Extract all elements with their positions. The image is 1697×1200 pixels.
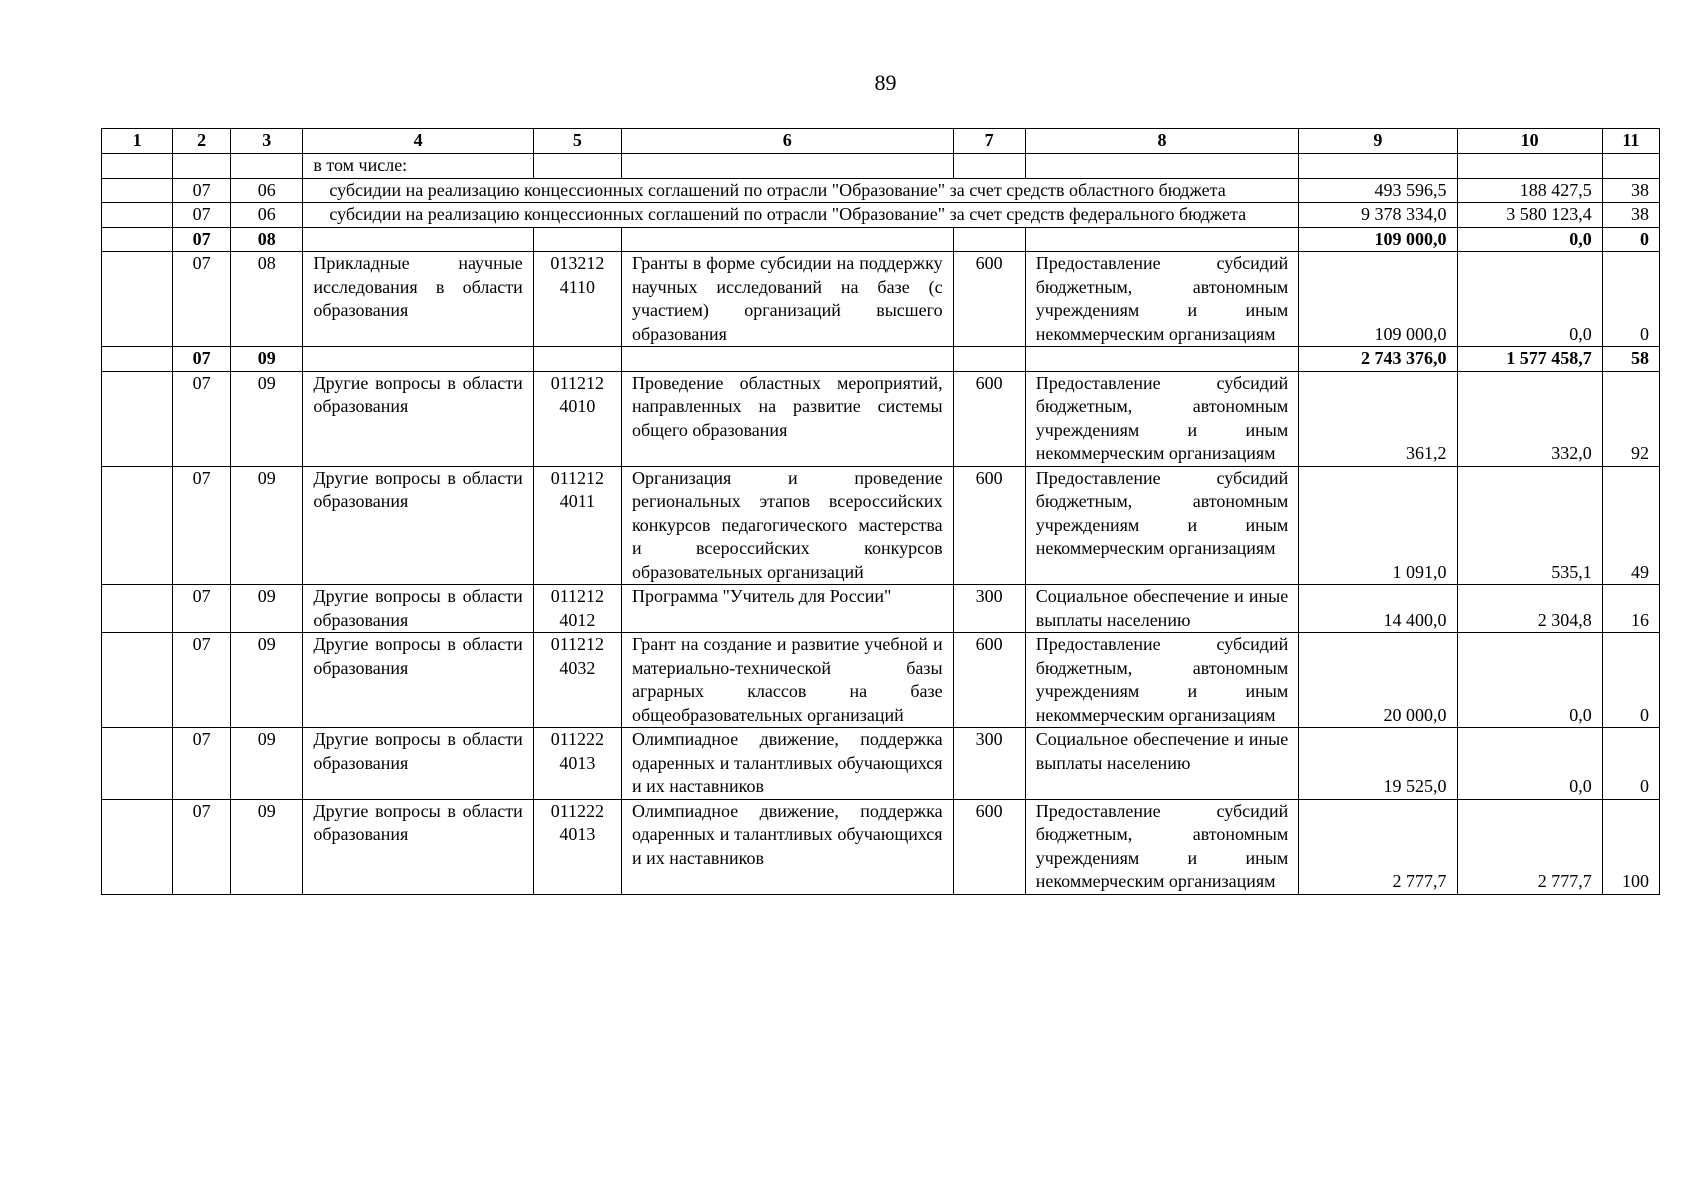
- execution-percent: 92: [1602, 371, 1659, 466]
- subsection-code: 09: [231, 633, 303, 728]
- expense-type-code: 600: [953, 799, 1025, 894]
- table-row: [102, 371, 1660, 466]
- expense-type-name: Предоставление субсидий бюджетным, автономным учреждениям и иным некоммерческим организациям: [1025, 633, 1299, 728]
- subsection-code: 06: [231, 178, 303, 203]
- amount-executed: 0,0: [1457, 728, 1602, 800]
- subsection-code: 09: [231, 347, 303, 372]
- expense-type-code: 600: [953, 466, 1025, 585]
- expense-type-code: 300: [953, 585, 1025, 633]
- subsidy-row: [102, 178, 1660, 203]
- target-article-name: Олимпиадное движение, поддержка одаренных и талантливых обучающихся и их наставников: [621, 728, 953, 800]
- target-article: 011212 4032: [533, 633, 621, 728]
- amount-planned: 9 378 334,0: [1299, 203, 1457, 228]
- target-article: 011212 4010: [533, 371, 621, 466]
- column-header: 10: [1457, 129, 1602, 154]
- includes-label: в том числе:: [303, 154, 533, 179]
- amount-executed: 1 577 458,7: [1457, 347, 1602, 372]
- amount-planned: 20 000,0: [1299, 633, 1457, 728]
- table-row: [102, 633, 1660, 728]
- column-header: 4: [303, 129, 533, 154]
- section-name: Другие вопросы в области образования: [303, 466, 533, 585]
- execution-percent: 58: [1602, 347, 1659, 372]
- amount-executed: 0,0: [1457, 633, 1602, 728]
- subsidy-description: субсидии на реализацию концессионных соглашений по отрасли "Образование" за счет средств федерального бюджета: [303, 203, 1299, 228]
- target-article-name: Проведение областных мероприятий, направленных на развитие системы общего образования: [621, 371, 953, 466]
- expense-type-name: Социальное обеспечение и иные выплаты населению: [1025, 585, 1299, 633]
- amount-executed: 3 580 123,4: [1457, 203, 1602, 228]
- section-code: 07: [173, 203, 231, 228]
- amount-executed: 2 304,8: [1457, 585, 1602, 633]
- table-row: [102, 728, 1660, 800]
- section-code: 07: [173, 728, 231, 800]
- column-header: 3: [231, 129, 303, 154]
- amount-executed: 535,1: [1457, 466, 1602, 585]
- amount-planned: 109 000,0: [1299, 252, 1457, 347]
- includes-row: [102, 154, 1660, 179]
- amount-planned: 19 525,0: [1299, 728, 1457, 800]
- subsection-code: 06: [231, 203, 303, 228]
- amount-executed: 0,0: [1457, 252, 1602, 347]
- target-article-name: Грант на создание и развитие учебной и материально-технической базы аграрных классов на базе общеобразовательных организаций: [621, 633, 953, 728]
- subsidy-description: субсидии на реализацию концессионных соглашений по отрасли "Образование" за счет средств областного бюджета: [303, 178, 1299, 203]
- target-article-name: Гранты в форме субсидии на поддержку научных исследований на базе (с участием) организаций высшего образования: [621, 252, 953, 347]
- amount-executed: 188 427,5: [1457, 178, 1602, 203]
- section-code: 07: [173, 227, 231, 252]
- section-code: 07: [173, 347, 231, 372]
- column-header: 5: [533, 129, 621, 154]
- execution-percent: 0: [1602, 728, 1659, 800]
- subtotal-row: [102, 227, 1660, 252]
- subsection-code: 09: [231, 466, 303, 585]
- section-code: 07: [173, 371, 231, 466]
- amount-planned: 109 000,0: [1299, 227, 1457, 252]
- execution-percent: 38: [1602, 203, 1659, 228]
- column-header: 1: [102, 129, 173, 154]
- section-code: 07: [173, 252, 231, 347]
- column-header: 11: [1602, 129, 1659, 154]
- expense-type-name: Предоставление субсидий бюджетным, автономным учреждениям и иным некоммерческим организациям: [1025, 466, 1299, 585]
- subsection-code: 09: [231, 371, 303, 466]
- page-number: 89: [874, 70, 897, 95]
- subsection-code: 08: [231, 252, 303, 347]
- expense-type-code: 300: [953, 728, 1025, 800]
- budget-table: [101, 128, 1660, 895]
- expense-type-name: Предоставление субсидий бюджетным, автономным учреждениям и иным некоммерческим организациям: [1025, 799, 1299, 894]
- subsection-code: 08: [231, 227, 303, 252]
- amount-planned: 361,2: [1299, 371, 1457, 466]
- target-article: 011212 4012: [533, 585, 621, 633]
- target-article: 013212 4110: [533, 252, 621, 347]
- amount-planned: 1 091,0: [1299, 466, 1457, 585]
- amount-executed: 2 777,7: [1457, 799, 1602, 894]
- section-code: 07: [173, 585, 231, 633]
- execution-percent: 16: [1602, 585, 1659, 633]
- table-row: [102, 585, 1660, 633]
- execution-percent: 0: [1602, 227, 1659, 252]
- section-code: 07: [173, 178, 231, 203]
- expense-type-code: 600: [953, 252, 1025, 347]
- section-code: 07: [173, 633, 231, 728]
- target-article-name: Олимпиадное движение, поддержка одаренных и талантливых обучающихся и их наставников: [621, 799, 953, 894]
- amount-executed: 332,0: [1457, 371, 1602, 466]
- column-header: 2: [173, 129, 231, 154]
- expense-type-code: 600: [953, 371, 1025, 466]
- expense-type-name: Социальное обеспечение и иные выплаты населению: [1025, 728, 1299, 800]
- amount-planned: 493 596,5: [1299, 178, 1457, 203]
- subsection-code: 09: [231, 799, 303, 894]
- expense-type-name: Предоставление субсидий бюджетным, автономным учреждениям и иным некоммерческим организациям: [1025, 252, 1299, 347]
- column-header: 6: [621, 129, 953, 154]
- execution-percent: 49: [1602, 466, 1659, 585]
- table-row: [102, 799, 1660, 894]
- section-name: Другие вопросы в области образования: [303, 728, 533, 800]
- section-name: Другие вопросы в области образования: [303, 585, 533, 633]
- execution-percent: 100: [1602, 799, 1659, 894]
- section-name: Другие вопросы в области образования: [303, 633, 533, 728]
- target-article-name: Организация и проведение региональных этапов всероссийских конкурсов педагогического мастерства и всероссийских конкурсов образовательных организаций: [621, 466, 953, 585]
- amount-executed: 0,0: [1457, 227, 1602, 252]
- execution-percent: 0: [1602, 252, 1659, 347]
- expense-type-name: Предоставление субсидий бюджетным, автономным учреждениям и иным некоммерческим организациям: [1025, 371, 1299, 466]
- amount-planned: 2 743 376,0: [1299, 347, 1457, 372]
- amount-planned: 2 777,7: [1299, 799, 1457, 894]
- section-code: 07: [173, 466, 231, 585]
- section-code: 07: [173, 799, 231, 894]
- column-header: 9: [1299, 129, 1457, 154]
- target-article: 011222 4013: [533, 728, 621, 800]
- execution-percent: 38: [1602, 178, 1659, 203]
- table-row: [102, 252, 1660, 347]
- section-name: Прикладные научные исследования в области образования: [303, 252, 533, 347]
- execution-percent: 0: [1602, 633, 1659, 728]
- target-article-name: Программа "Учитель для России": [621, 585, 953, 633]
- column-header: 7: [953, 129, 1025, 154]
- section-name: Другие вопросы в области образования: [303, 371, 533, 466]
- table-row: [102, 466, 1660, 585]
- subsidy-row: [102, 203, 1660, 228]
- target-article: 011222 4013: [533, 799, 621, 894]
- subtotal-row: [102, 347, 1660, 372]
- target-article: 011212 4011: [533, 466, 621, 585]
- column-header: 8: [1025, 129, 1299, 154]
- subsection-code: 09: [231, 585, 303, 633]
- column-header-row: [102, 129, 1660, 154]
- subsection-code: 09: [231, 728, 303, 800]
- section-name: Другие вопросы в области образования: [303, 799, 533, 894]
- expense-type-code: 600: [953, 633, 1025, 728]
- amount-planned: 14 400,0: [1299, 585, 1457, 633]
